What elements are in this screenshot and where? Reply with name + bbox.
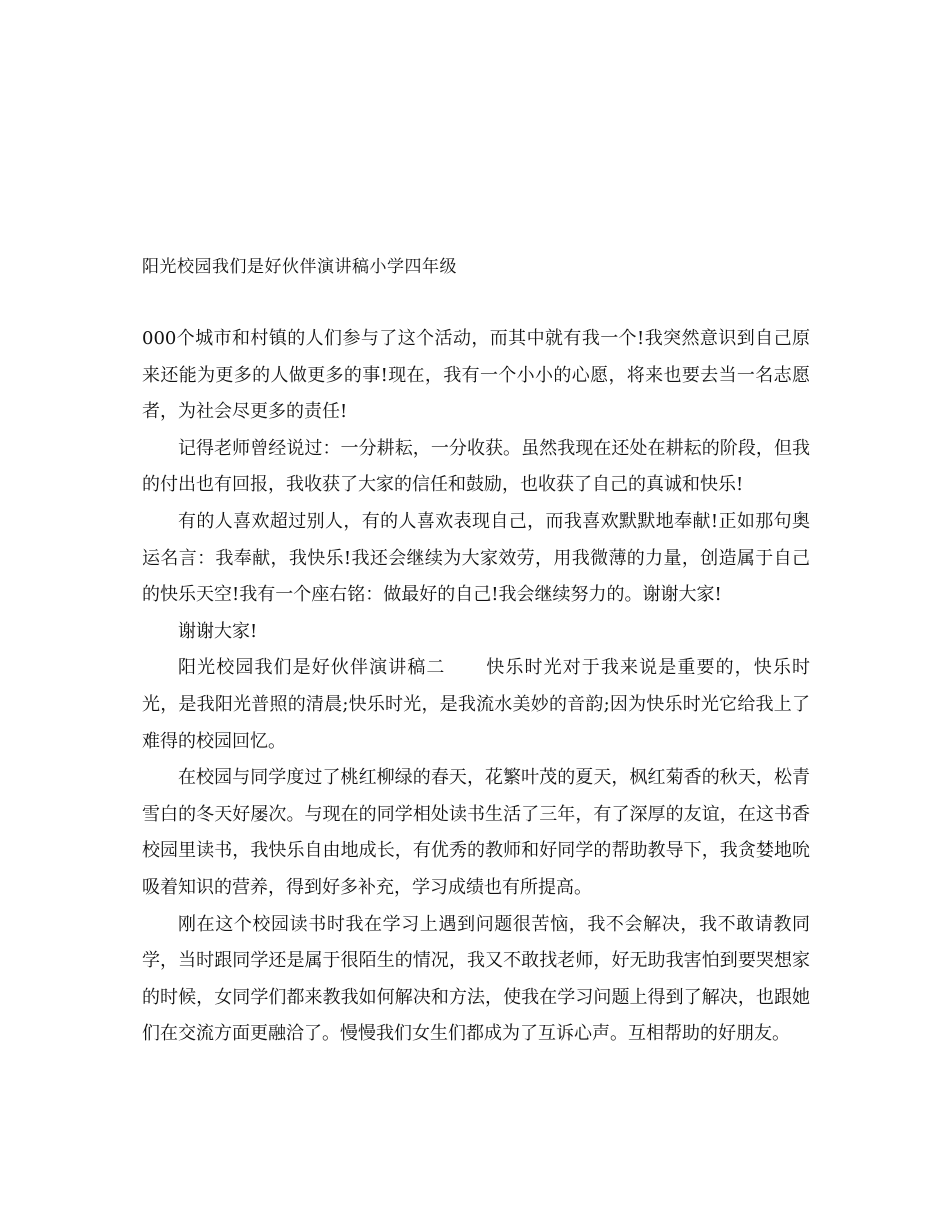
document-body (142, 321, 810, 1053)
section-2-text: 快乐时光对于我来说是重要的，快乐时光，是我阳光普照的清晨;快乐时光，是我流水美妙的音韵;因为快乐时光它给我上了难得的校园回忆。 (142, 657, 811, 752)
paragraph-2: 记得老师曾经说过：一分耕耘，一分收获。虽然我现在还处在耕耘的阶段，但我的付出也有回报，我收获了大家的信任和鼓励，也收获了自己的真诚和快乐! (142, 437, 810, 496)
document-title: 阳光校园我们是好伙伴演讲稿小学四年级 (142, 257, 457, 277)
paragraph-1: 000个城市和村镇的人们参与了这个活动，而其中就有我一个!我突然意识到自己原来还能为更多的人做更多的事!现在，我有一个小小的心愿，将来也要去当一名志愿者，为社会尽更多的责任! (142, 328, 810, 423)
section-2-heading: 阳光校园我们是好伙伴演讲稿二 (178, 657, 446, 679)
paragraph-6: 在校园与同学度过了桃红柳绿的春天，花繁叶茂的夏天，枫红菊香的秋天，松青雪白的冬天好屡次。与现在的同学相处读书生活了三年，有了深厚的友谊，在这书香校园里读书，我快乐自由地成长，有优秀的教师和好同学的帮助教导下，我贪婪地吮吸着知识的营养，得到好多补充，学习成绩也有所提高。 (142, 767, 810, 898)
paragraph-7: 刚在这个校园读书时我在学习上遇到问题很苦恼，我不会解决，我不敢请教同学，当时跟同学还是属于很陌生的情况，我又不敢找老师，好无助我害怕到要哭想家的时候，女同学们都来教我如何解决和方法，使我在学习问题上得到了解决，也跟她们在交流方面更融洽了。慢慢我们女生们都成为了互诉心声。互相帮助的好朋友。 (142, 913, 810, 1045)
paragraph-4: 谢谢大家! (178, 620, 258, 642)
paragraph-section-2 (142, 650, 810, 760)
paragraph-3: 有的人喜欢超过别人，有的人喜欢表现自己，而我喜欢默默地奉献!正如那句奥运名言：我奉献，我快乐!我还会继续为大家效劳，用我微薄的力量，创造属于自己的快乐天空!我有一个座右铭：做最好的自己!我会继续努力的。谢谢大家! (142, 510, 810, 606)
